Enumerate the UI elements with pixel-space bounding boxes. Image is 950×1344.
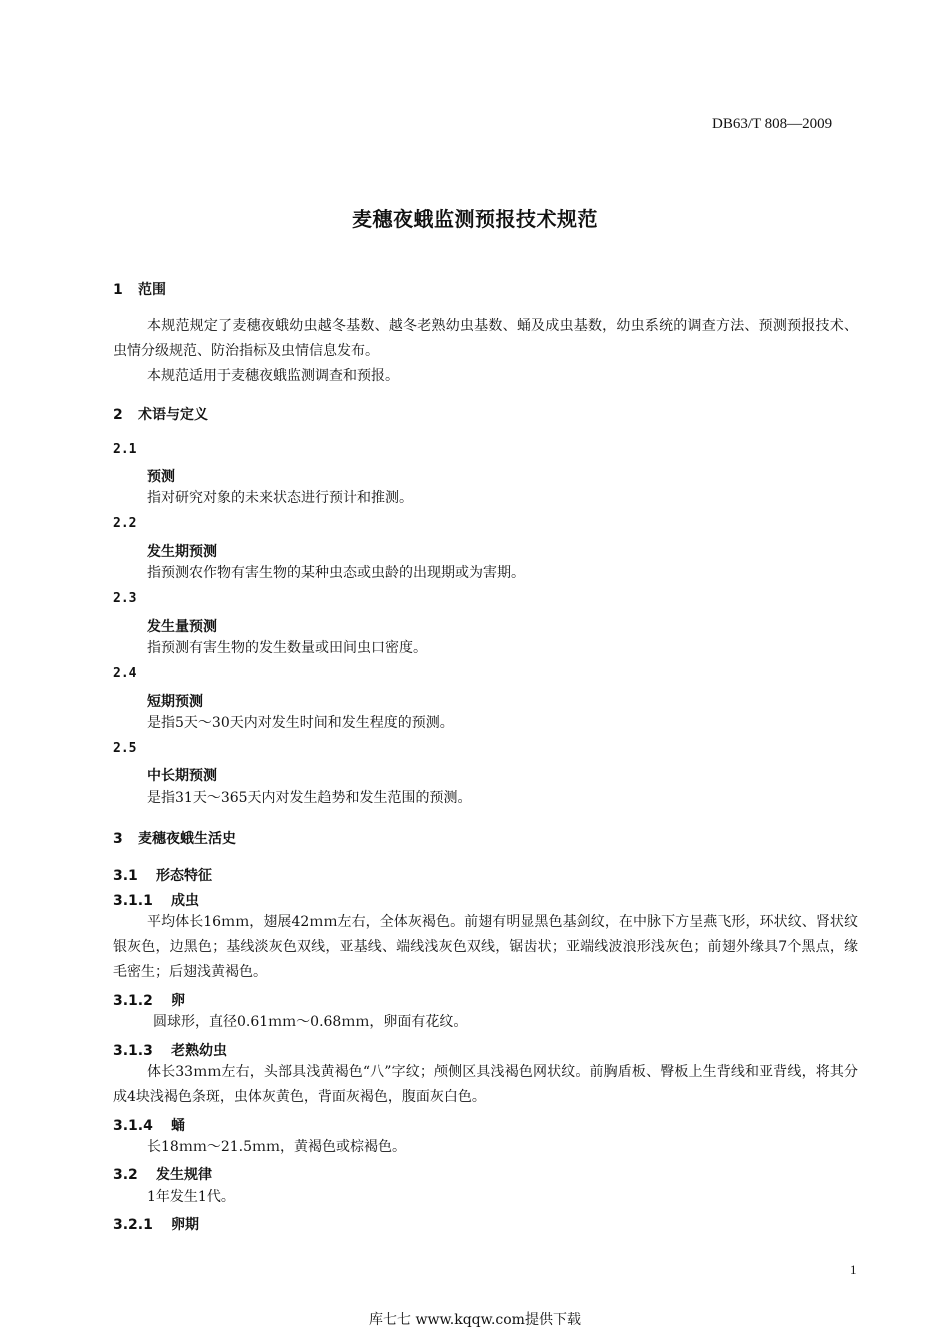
clause-2-4-term: 短期预测: [147, 694, 203, 710]
clause-number: 3.2: [113, 1167, 138, 1183]
clause-title: 发生规律: [156, 1167, 212, 1183]
clause-title: 蛹: [171, 1118, 185, 1134]
section-title: 术语与定义: [138, 407, 208, 423]
clause-3-2-text: 1年发生1代。: [147, 1189, 235, 1205]
clause-number: 3.1.2: [113, 993, 153, 1009]
section-number: 1: [113, 282, 123, 298]
clause-number: 3.1.3: [113, 1043, 153, 1059]
clause-3-1-1-text: 平均体长16ｍｍ，翅展42ｍｍ左右，全体灰褐色。前翅有明显黑色基剑纹，在中脉下方呈燕飞形，环状纹、肾状纹银灰色，边黑色；基线淡灰色双线，亚基线、端线浅灰色双线，锯齿状；亚端线波浪形浅灰色；前翅外缘具7个黑点，缘毛密生；后翅浅黄褐色。: [113, 914, 858, 980]
clause-title: 形态特征: [156, 868, 212, 884]
clause-number: 3.1: [113, 868, 138, 884]
clause-title: 卵期: [171, 1217, 199, 1233]
clause-3-1-heading: [113, 865, 212, 885]
clause-2-3-definition: 指预测有害生物的发生数量或田间虫口密度。: [147, 640, 427, 656]
section-1-paragraph-2: 本规范适用于麦穗夜蛾监测调查和预报。: [147, 368, 399, 384]
clause-3-2-1-heading: [113, 1214, 199, 1234]
section-number: 3: [113, 831, 123, 847]
section-2-heading: [113, 404, 208, 424]
clause-2-5-term: 中长期预测: [147, 768, 217, 784]
document-title: 麦穗夜蛾监测预报技术规范: [352, 207, 598, 231]
clause-number: 3.1.4: [113, 1118, 153, 1134]
section-title: 范围: [138, 282, 166, 298]
section-3-heading: [113, 828, 236, 848]
clause-title: 老熟幼虫: [171, 1043, 227, 1059]
section-number: 2: [113, 407, 123, 423]
clause-3-1-3-text: 体长33ｍｍ左右，头部具浅黄褐色“八”字纹；颅侧区具浅褐色网状纹。前胸盾板、臀板上生背线和亚背线，将其分成4块浅褐色条斑，虫体灰黄色，背面灰褐色，腹面灰白色。: [113, 1064, 858, 1105]
clause-2-2-term: 发生期预测: [147, 544, 217, 560]
clause-title: 成虫: [171, 893, 199, 909]
section-1-heading: [113, 279, 166, 299]
clause-3-1-3-heading: [113, 1040, 227, 1060]
clause-3-2-heading: [113, 1164, 212, 1184]
clause-2-4-definition: 是指5天～30天内对发生时间和发生程度的预测。: [147, 715, 454, 731]
clause-2-1-term: 预测: [147, 469, 175, 485]
clause-3-1-4-heading: [113, 1115, 185, 1135]
clause-number: 3.1.1: [113, 893, 153, 909]
section-1-paragraph-1: 本规范规定了麦穗夜蛾幼虫越冬基数、越冬老熟幼虫基数、蛹及成虫基数，幼虫系统的调查方法、预测预报技术、虫情分级规范、防治指标及虫情信息发布。: [113, 318, 858, 359]
clause-2-1-number: 2.1: [113, 442, 137, 457]
clause-2-1-definition: 指对研究对象的未来状态进行预计和推测。: [147, 490, 413, 506]
clause-2-3-term: 发生量预测: [147, 619, 217, 635]
clause-2-5-number: 2.5: [113, 741, 137, 756]
clause-2-3-number: 2.3: [113, 591, 137, 606]
clause-title: 卵: [171, 993, 185, 1009]
clause-3-1-2-text: 圆球形，直径0.61ｍｍ～0.68ｍｍ，卵面有花纹。: [153, 1014, 468, 1030]
clause-2-2-definition: 指预测农作物有害生物的某种虫态或虫龄的出现期或为害期。: [147, 565, 525, 581]
clause-number: 3.2.1: [113, 1217, 153, 1233]
clause-3-1-2-heading: [113, 990, 185, 1010]
section-title: 麦穗夜蛾生活史: [138, 831, 236, 847]
clause-2-4-number: 2.4: [113, 666, 137, 681]
standard-code: DB63/T 808—2009: [712, 116, 833, 132]
clause-3-1-4-text: 长18ｍｍ～21.5ｍｍ，黄褐色或棕褐色。: [147, 1139, 406, 1155]
clause-2-2-number: 2.2: [113, 516, 137, 531]
download-note: 库七七 www.kqqw.com提供下载: [369, 1312, 581, 1328]
clause-2-5-definition: 是指31天～365天内对发生趋势和发生范围的预测。: [147, 790, 472, 806]
clause-3-1-1-heading: [113, 890, 199, 910]
page-number: 1: [850, 1262, 857, 1277]
